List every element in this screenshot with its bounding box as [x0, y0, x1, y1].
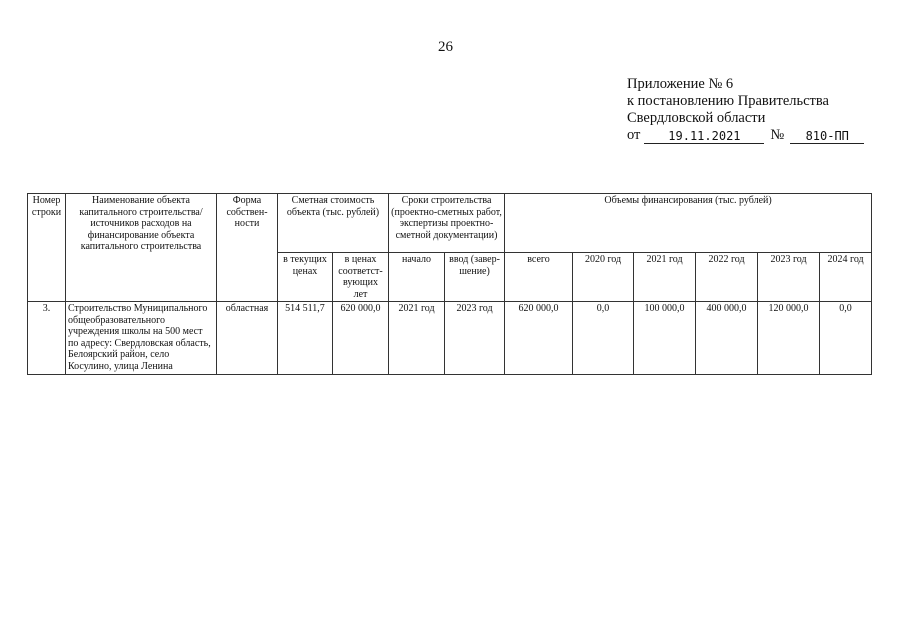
- cell-start: 2021 год: [389, 302, 445, 375]
- header-2021: 2021 год: [634, 253, 696, 302]
- table-row: [28, 302, 872, 375]
- cell-ownership: областная: [217, 302, 278, 375]
- header-2023: 2023 год: [758, 253, 820, 302]
- header-2020: 2020 год: [573, 253, 634, 302]
- cell-2020: 0,0: [573, 302, 634, 375]
- decree-date: 19.11.2021: [644, 129, 764, 144]
- cell-row-number: 3.: [28, 302, 66, 375]
- cell-2023: 120 000,0: [758, 302, 820, 375]
- cell-year-prices: 620 000,0: [333, 302, 389, 375]
- cell-object-name: Строительство Муниципального общеобразовательного учреждения школы на 500 мест по адресу: Свердловская область, Белоярский район, село Косулино, улица Ленина: [66, 302, 217, 375]
- header-completion: ввод (завер-шение): [445, 253, 505, 302]
- header-start: начало: [389, 253, 445, 302]
- header-construction-terms: Сроки строительства (проектно-сметных работ, экспертизы проектно-сметной документации): [389, 194, 505, 253]
- number-label: №: [770, 127, 785, 143]
- header-ownership: Форма собствен-ности: [217, 194, 278, 302]
- appendix-title: Приложение № 6: [627, 76, 734, 92]
- appendix-header: [627, 76, 864, 144]
- financing-table: [27, 193, 872, 375]
- header-financing: Объемы финансирования (тыс. рублей): [505, 194, 872, 253]
- decree-line: [627, 127, 864, 144]
- header-current-prices: в текущих ценах: [278, 253, 333, 302]
- cell-2021: 100 000,0: [634, 302, 696, 375]
- header-estimated-cost: Сметная стоимость объекта (тыс. рублей): [278, 194, 389, 253]
- header-row-number: Номер строки: [28, 194, 66, 302]
- decree-number: 810-ПП: [790, 129, 864, 144]
- cell-current-prices: 514 511,7: [278, 302, 333, 375]
- appendix-ref-line: к постановлению Правительства: [627, 93, 829, 109]
- cell-completion: 2023 год: [445, 302, 505, 375]
- from-label: от: [627, 127, 641, 143]
- header-2024: 2024 год: [820, 253, 872, 302]
- cell-total: 620 000,0: [505, 302, 573, 375]
- header-year-prices: в ценах соответст-вующих лет: [333, 253, 389, 302]
- header-row-1: [28, 194, 872, 253]
- cell-2022: 400 000,0: [696, 302, 758, 375]
- appendix-region-line: Свердловской области: [627, 110, 766, 126]
- header-2022: 2022 год: [696, 253, 758, 302]
- header-object-name: Наименование объекта капитального строительства/ источников расходов на финансирование объекта капитального строительства: [66, 194, 217, 302]
- cell-2024: 0,0: [820, 302, 872, 375]
- page-number: 26: [438, 39, 453, 55]
- header-total: всего: [505, 253, 573, 302]
